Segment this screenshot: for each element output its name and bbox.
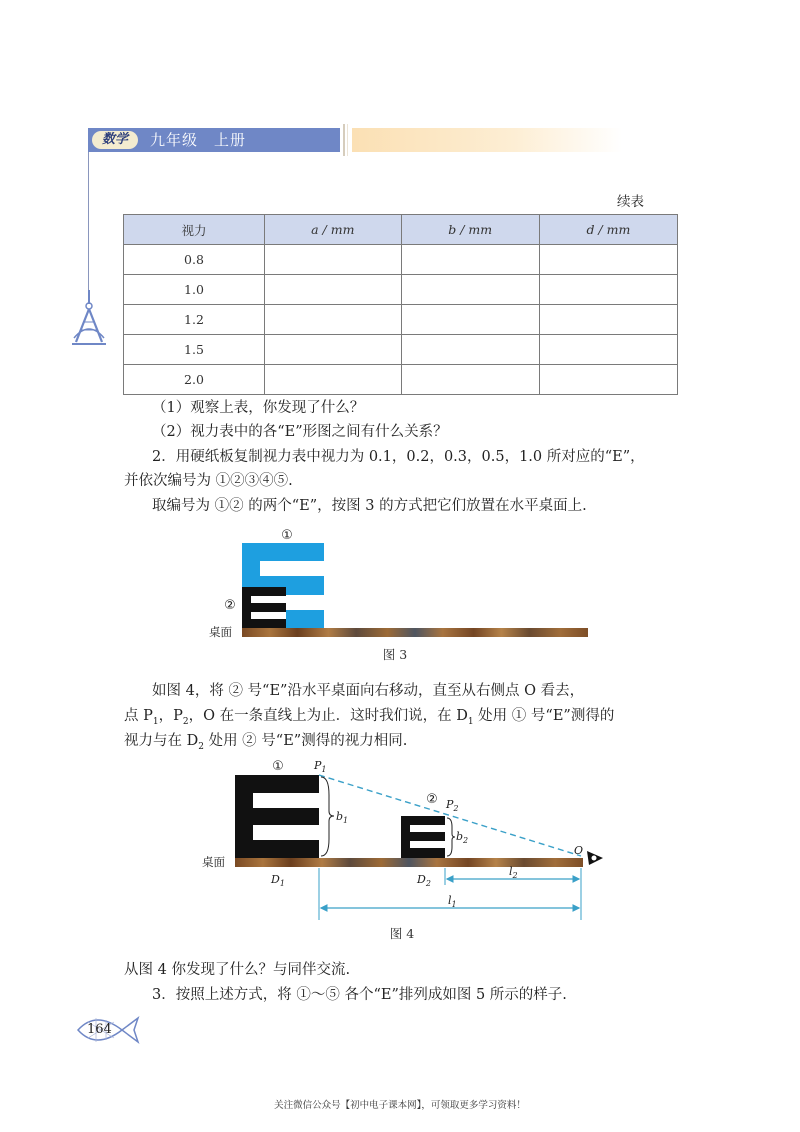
table-row xyxy=(124,365,678,395)
paragraph-5: 从图 4 你发现了什么？与同伴交流. xyxy=(124,962,351,978)
figure-3 xyxy=(205,525,600,665)
label-l1: $l_1$ xyxy=(448,894,457,909)
label-b2: $b_2$ xyxy=(456,830,469,845)
fig3-caption: 图 3 xyxy=(382,647,408,662)
table-caption: 续表 xyxy=(617,194,644,210)
page-number: 164 xyxy=(87,1022,112,1037)
fig3-desk-label: 桌面 xyxy=(209,625,232,639)
fig4-label-2: ② xyxy=(426,792,438,807)
footer-note: 关注微信公众号【初中电子课本网】，可领取更多学习资料！ xyxy=(274,1100,526,1111)
vision-value: 1.5 xyxy=(124,335,265,365)
col-header-d: d / mm xyxy=(539,215,677,245)
table-header-row xyxy=(124,215,678,245)
header-divider xyxy=(343,124,345,156)
subject-badge: 数学 xyxy=(92,131,138,149)
vision-value: 2.0 xyxy=(124,365,265,395)
vision-value: 1.0 xyxy=(124,275,265,305)
table-row xyxy=(124,245,678,275)
brace-b1 xyxy=(321,777,334,856)
fig4-caption: 图 4 xyxy=(389,926,415,941)
desk-surface xyxy=(242,628,588,637)
question-2: （2）视力表中的各“E”形图之间有什么关系？ xyxy=(152,424,448,440)
paragraph-2-line-2: 并依次编号为 ①②③④⑤. xyxy=(124,473,293,489)
paragraph-4-line-1: 如图 4，将 ② 号“E”沿水平桌面向右移动，直至从右侧点 O 看去， xyxy=(152,683,585,699)
col-header-vision: 视力 xyxy=(124,215,265,245)
vision-value: 1.2 xyxy=(124,305,265,335)
fig3-label-2: ② xyxy=(224,598,236,613)
label-o: O xyxy=(574,844,584,857)
e-shape-2 xyxy=(242,587,286,628)
table-row xyxy=(124,275,678,305)
label-p2: $P_2$ xyxy=(446,798,459,813)
header-title: 九年级 上册 xyxy=(150,131,247,149)
table-row xyxy=(124,305,678,335)
fig4-desk-label: 桌面 xyxy=(202,855,225,869)
label-d1: $D_1$ xyxy=(271,873,285,888)
fig3-label-1: ① xyxy=(281,528,293,543)
sight-line xyxy=(319,775,584,857)
paragraph-4-line-3: 视力与在 $D_2$ 处用 ② 号“E”测得的视力相同. xyxy=(124,733,408,752)
paragraph-2-line-1: 2．用硬纸板复制视力表中视力为 0.1，0.2，0.3，0.5，1.0 所对应的“E”， xyxy=(152,449,645,465)
fig4-label-1: ① xyxy=(272,759,284,774)
header-divider-thin xyxy=(347,124,348,156)
header-gradient-band xyxy=(352,128,622,152)
margin-line xyxy=(88,152,89,292)
label-d2: $D_2$ xyxy=(417,873,431,888)
label-p1: $P_1$ xyxy=(314,759,327,774)
compass-tower-icon xyxy=(70,290,108,350)
label-b1: $b_1$ xyxy=(336,810,349,825)
paragraph-4-line-2: 点 $P_1$，$P_2$，O 在一条直线上为止．这时我们说，在 $D_1$ 处用 ① 号“E”测得的 xyxy=(124,708,615,727)
figure-4 xyxy=(195,755,620,950)
e-shape-2 xyxy=(401,816,445,858)
desk-surface xyxy=(235,858,583,867)
question-1: （1）观察上表，你发现了什么？ xyxy=(152,400,365,416)
label-l2: $l_2$ xyxy=(509,865,518,880)
col-header-a: a / mm xyxy=(265,215,402,245)
table-row xyxy=(124,335,678,365)
paragraph-3: 取编号为 ①② 的两个“E”，按图 3 的方式把它们放置在水平桌面上. xyxy=(152,498,587,514)
brace-b2 xyxy=(447,818,455,856)
vision-value: 0.8 xyxy=(124,245,265,275)
vision-table xyxy=(123,214,678,395)
col-header-b: b / mm xyxy=(401,215,539,245)
e-shape-1 xyxy=(235,775,319,858)
paragraph-6: 3．按照上述方式，将 ①～⑤ 各个“E”排列成如图 5 所示的样子. xyxy=(152,987,567,1003)
